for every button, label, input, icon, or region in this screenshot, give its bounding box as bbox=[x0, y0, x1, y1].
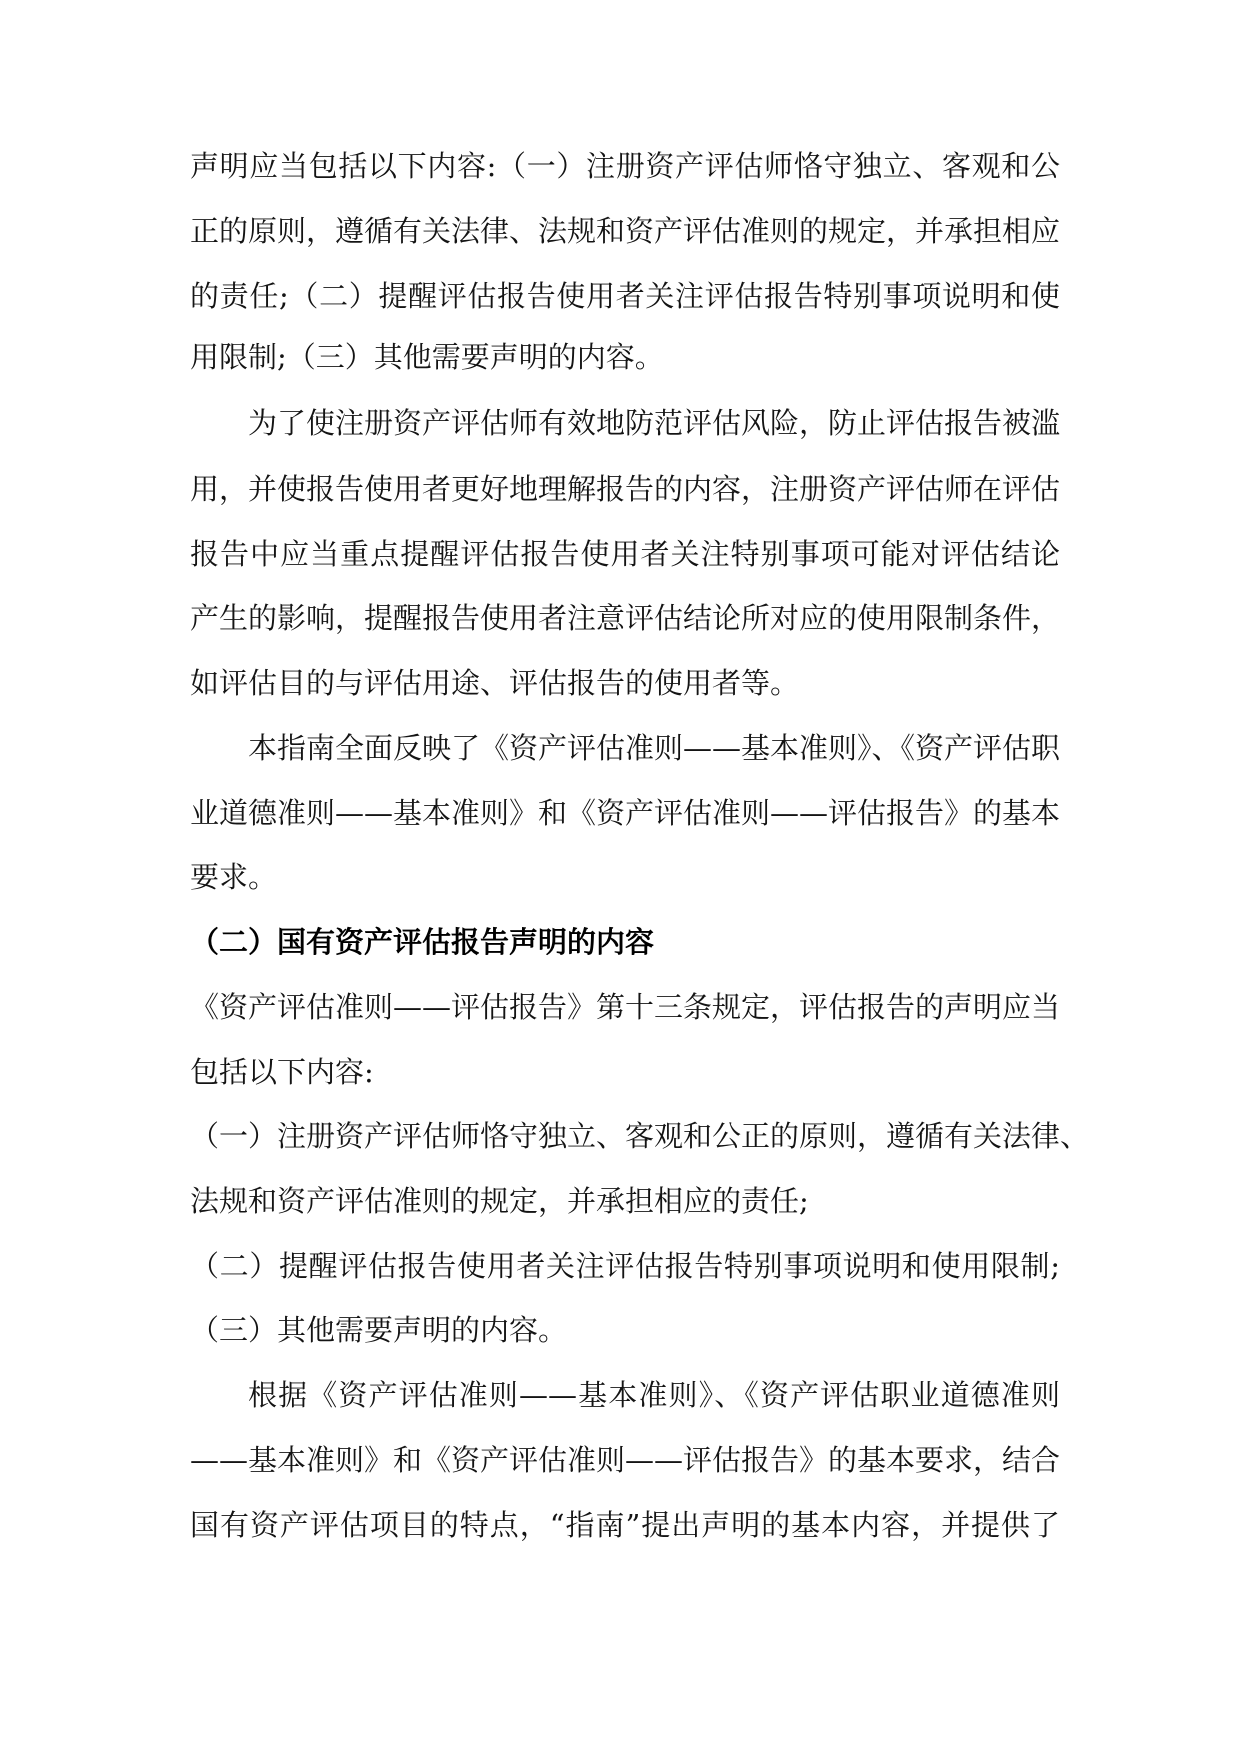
text-line: 正的原则，遵循有关法律、法规和资产评估准则的规定，并承担相应 bbox=[190, 214, 1061, 248]
text-line: 为了使注册资产评估师有效地防范评估风险，防止评估报告被滥 bbox=[248, 406, 1061, 440]
text-line: 国有资产评估项目的特点，“指南”提出声明的基本内容，并提供了 bbox=[190, 1508, 1060, 1542]
text-line: 包括以下内容: bbox=[190, 1055, 374, 1089]
text-line: 业道德准则——基本准则》和《资产评估准则——评估报告》的基本 bbox=[190, 796, 1061, 830]
list-item: （二）提醒评估报告使用者关注评估报告特别事项说明和使用限制; bbox=[190, 1249, 1060, 1283]
list-item: （三）其他需要声明的内容。 bbox=[190, 1313, 568, 1347]
section-heading: （二）国有资产评估报告声明的内容 bbox=[190, 925, 655, 959]
text-line: 用，并使报告使用者更好地理解报告的内容，注册资产评估师在评估 bbox=[190, 472, 1061, 506]
text-line: 如评估目的与评估用途、评估报告的使用者等。 bbox=[190, 666, 800, 700]
text-line: 产生的影响，提醒报告使用者注意评估结论所对应的使用限制条件， bbox=[190, 601, 1061, 635]
text-line: 用限制;（三）其他需要声明的内容。 bbox=[190, 340, 664, 374]
text-line: 的责任;（二）提醒评估报告使用者关注评估报告特别事项说明和使 bbox=[190, 279, 1060, 313]
text-line: ——基本准则》和《资产评估准则——评估报告》的基本要求，结合 bbox=[190, 1443, 1061, 1477]
text-line: 报告中应当重点提醒评估报告使用者关注特别事项可能对评估结论 bbox=[190, 537, 1060, 571]
text-line: 根据《资产评估准则——基本准则》、《资产评估职业道德准则 bbox=[248, 1378, 1060, 1412]
list-item-continuation: 法规和资产评估准则的规定，并承担相应的责任; bbox=[190, 1184, 809, 1218]
text-line: 声明应当包括以下内容:（一）注册资产评估师恪守独立、客观和公 bbox=[190, 149, 1060, 183]
text-line: 要求。 bbox=[190, 860, 278, 894]
list-item: （一）注册资产评估师恪守独立、客观和公正的原则，遵循有关法律、 bbox=[190, 1119, 1090, 1153]
text-line: 《资产评估准则——评估报告》第十三条规定，评估报告的声明应当 bbox=[190, 990, 1061, 1024]
text-line: 本指南全面反映了《资产评估准则——基本准则》、《资产评估职 bbox=[248, 731, 1061, 765]
